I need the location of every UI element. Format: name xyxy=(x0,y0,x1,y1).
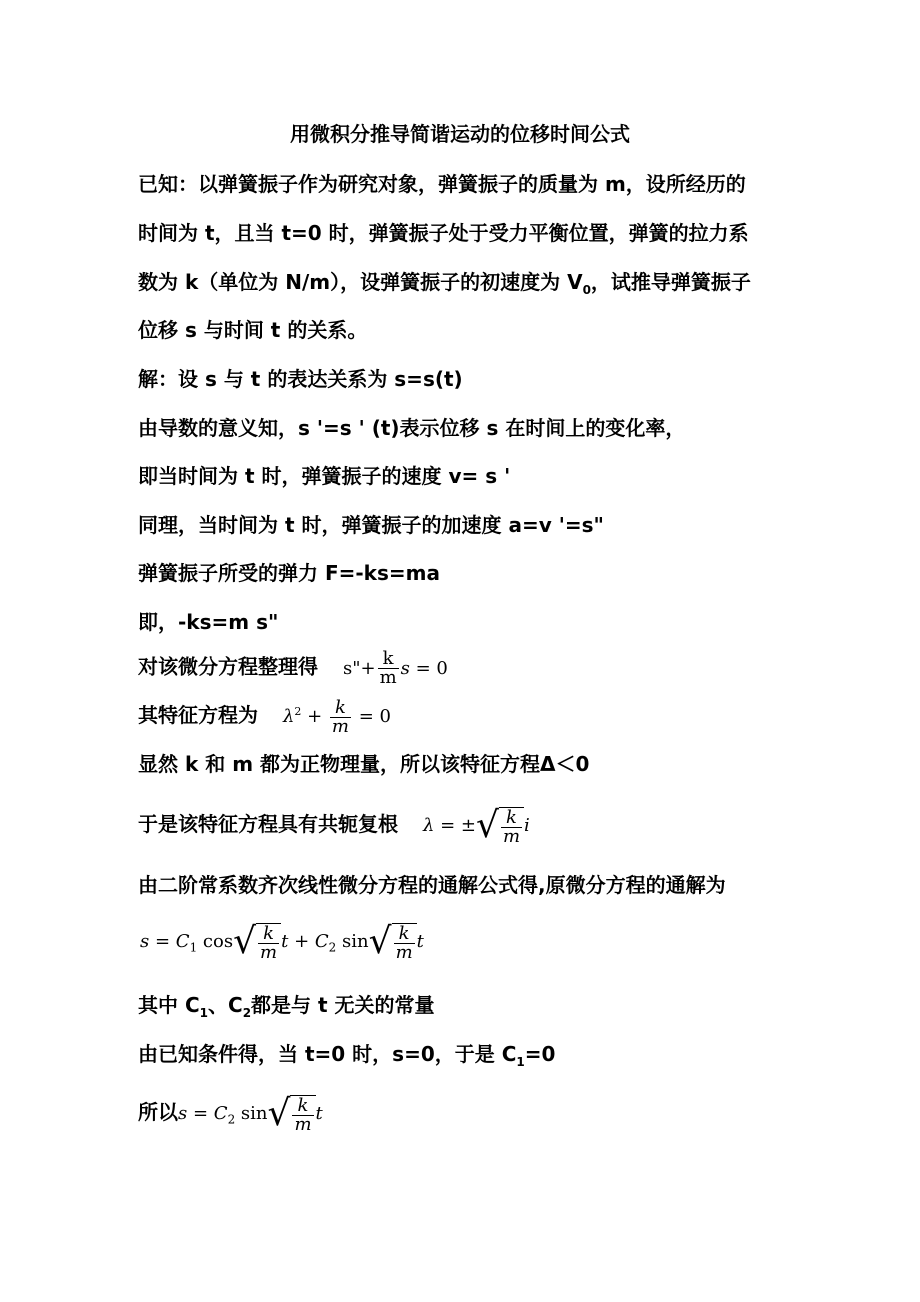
s12-b: 、C xyxy=(208,993,243,1017)
solution-line-8-text: 其特征方程为 xyxy=(138,703,258,727)
c1-subscript-2: 1 xyxy=(516,1055,525,1069)
solution-line-5: 弹簧振子所受的弹力 F=-ks=ma xyxy=(138,561,440,585)
solution-line-2: 由导数的意义知，s '=s ' (t)表示位移 s 在时间上的变化率， xyxy=(138,416,686,440)
eq4-sin: sin xyxy=(336,931,369,952)
solution-line-10 xyxy=(138,806,530,846)
eq4-fraction-1 xyxy=(258,922,279,963)
eq3-lambda: λ xyxy=(422,815,435,836)
eq5-c2: C xyxy=(213,1103,228,1124)
eq2-lambda: λ xyxy=(282,706,295,727)
eq4-numerator-2: k xyxy=(398,922,410,944)
given-line-1: 已知：以弹簧振子作为研究对象，弹簧振子的质量为 m，设所经历的 xyxy=(138,172,746,196)
eq4-fraction-2 xyxy=(394,922,415,963)
eq1-variable: s xyxy=(400,657,410,679)
eq2-denominator: m xyxy=(331,715,349,737)
eq5-s: s xyxy=(178,1103,188,1124)
eq1-denominator: m xyxy=(379,667,397,688)
solution-line-14-text: 所以 xyxy=(138,1100,178,1124)
eq3-fraction xyxy=(501,806,522,847)
eq3-sqrt: √ $\frac{k}{m}$ xyxy=(476,806,524,846)
s13-b: =0 xyxy=(524,1042,556,1066)
equation-roots xyxy=(422,805,530,847)
eq5-c2-subscript: 2 xyxy=(227,1112,236,1127)
eq3-denominator: m xyxy=(502,825,521,847)
document-title: 用微积分推导简谐运动的位移时间公式 xyxy=(290,122,630,146)
given-line-3-a: 数为 k（单位为 N/m），设弹簧振子的初速度为 V xyxy=(138,270,583,294)
given-line-2: 时间为 t，且当 t=0 时，弹簧振子处于受力平衡位置，弹簧的拉力系 xyxy=(138,221,749,245)
equation-differential xyxy=(342,648,448,688)
eq4-s: s xyxy=(140,931,150,952)
eq4-c1: C xyxy=(175,931,190,952)
eq5-numerator: k xyxy=(297,1094,309,1116)
solution-line-7 xyxy=(138,650,448,687)
eq4-t-2: t xyxy=(416,931,424,952)
eq3-operator: = ± xyxy=(434,815,476,836)
c2-subscript: 2 xyxy=(242,1006,252,1020)
eq4-numerator-1: k xyxy=(263,922,275,944)
solution-line-10-text: 于是该特征方程具有共轭复根 xyxy=(138,812,398,836)
eq5-denominator: m xyxy=(294,1113,312,1135)
solution-line-14 xyxy=(138,1094,323,1134)
equation-characteristic xyxy=(282,696,391,737)
eq1-rhs: = 0 xyxy=(409,657,448,679)
eq4-denominator-1: m xyxy=(260,941,278,963)
eq4-c2-subscript: 2 xyxy=(328,940,337,955)
v0-subscript: 0 xyxy=(582,283,591,297)
solution-line-4: 同理，当时间为 t 时，弹簧振子的加速度 a=v '=s" xyxy=(138,513,604,537)
eq4-equals: = xyxy=(149,931,176,952)
eq5-equals: = xyxy=(187,1103,214,1124)
equation-final xyxy=(178,1093,323,1135)
eq4-sqrt-1: √ $\frac{k}{m}$ xyxy=(233,922,281,962)
c1-subscript: 1 xyxy=(199,1006,208,1020)
solution-line-1: 解：设 s 与 t 的表达关系为 s=s(t) xyxy=(138,367,463,391)
equation-general-solution xyxy=(140,922,424,962)
solution-line-11: 由二阶常系数齐次线性微分方程的通解公式得,原微分方程的通解为 xyxy=(138,873,726,897)
eq4-sqrt-2: √ $\frac{k}{m}$ xyxy=(369,922,417,962)
solution-line-8 xyxy=(138,698,391,736)
solution-line-12 xyxy=(138,991,435,1027)
eq4-cos: cos xyxy=(197,931,234,952)
given-line-4: 位移 s 与时间 t 的关系。 xyxy=(138,318,368,342)
solution-line-3: 即当时间为 t 时，弹簧振子的速度 v= s ' xyxy=(138,464,511,488)
solution-line-6: 即，-ks=m s" xyxy=(138,610,279,634)
eq3-imaginary-unit: i xyxy=(524,815,530,836)
eq2-numerator: k xyxy=(335,696,346,718)
solution-line-13 xyxy=(138,1040,555,1076)
given-line-3 xyxy=(138,268,751,304)
eq2-exponent: 2 xyxy=(294,705,302,718)
eq4-t-1: t xyxy=(281,931,289,952)
eq1-left: s"+ xyxy=(342,657,376,679)
eq2-fraction xyxy=(330,696,351,737)
eq1-numerator: k xyxy=(382,648,394,669)
eq3-numerator: k xyxy=(506,806,517,828)
solution-line-9: 显然 k 和 m 都为正物理量，所以该特征方程Δ＜0 xyxy=(138,752,590,776)
eq5-sin: sin xyxy=(235,1103,268,1124)
solution-line-7-text: 对该微分方程整理得 xyxy=(138,654,318,679)
eq4-plus: + xyxy=(288,931,315,952)
s13-a: 由已知条件得，当 t=0 时，s=0，于是 C xyxy=(138,1042,517,1066)
eq5-sqrt: √ $\frac{k}{m}$ xyxy=(268,1094,316,1134)
eq2-rhs: = 0 xyxy=(353,706,391,727)
eq2-plus: + xyxy=(301,706,328,727)
s12-a: 其中 C xyxy=(138,993,200,1017)
eq4-denominator-2: m xyxy=(395,941,413,963)
eq1-fraction xyxy=(378,650,399,687)
s12-c: 都是与 t 无关的常量 xyxy=(251,993,435,1017)
given-line-3-b: ，试推导弹簧振子 xyxy=(590,270,751,294)
eq5-t: t xyxy=(315,1103,323,1124)
eq4-c1-subscript: 1 xyxy=(189,940,198,955)
eq5-fraction xyxy=(292,1094,313,1135)
eq4-c2: C xyxy=(314,931,329,952)
